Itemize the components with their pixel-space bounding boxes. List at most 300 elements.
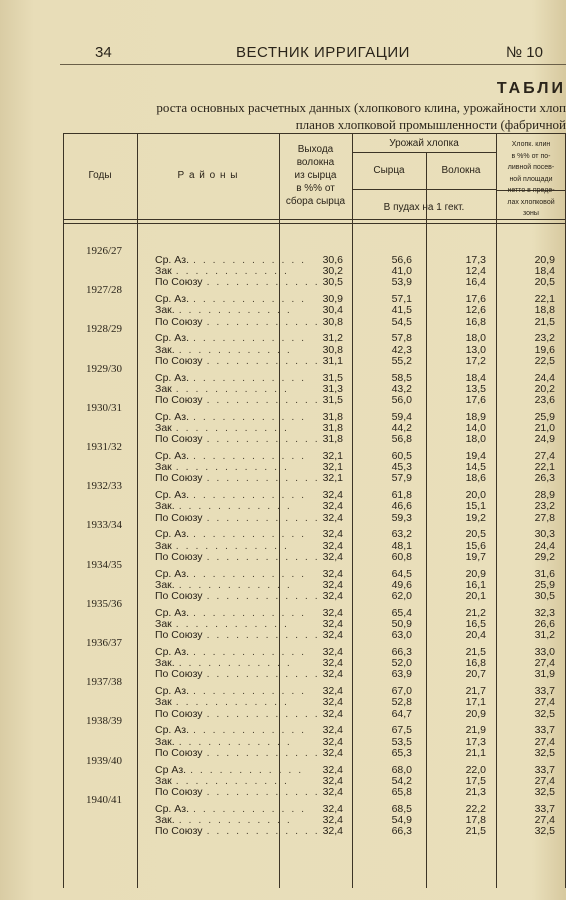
share-line-7: зоны <box>523 210 539 217</box>
output-cell: 32,4 <box>322 550 343 563</box>
output-cell: 32,4 <box>322 802 343 815</box>
fiber-cell: 22,2 <box>465 802 486 815</box>
table-row <box>0 383 566 395</box>
output-cell: 30,8 <box>322 343 343 356</box>
fiber-cell: 20,9 <box>465 707 486 720</box>
output-cell: 30,6 <box>322 254 343 266</box>
share-cell: 19,6 <box>534 343 555 356</box>
share-cell: 21,0 <box>534 422 555 434</box>
output-cell: 32,4 <box>322 539 343 552</box>
leader-dots: . . . . . . . . . . . . <box>175 774 289 787</box>
raw-cell: 53,5 <box>391 735 412 748</box>
units-rule <box>352 189 496 190</box>
fiber-cell: 17,5 <box>465 774 486 787</box>
raw-cell: 49,6 <box>391 578 412 591</box>
col-header-regions: Р а й о н ы <box>177 170 239 181</box>
year-label: 1940/41 <box>85 793 123 806</box>
share-cell: 31,6 <box>534 567 555 580</box>
output-cell: 32,4 <box>322 746 343 759</box>
leader-dots: . . . . . . . . . . . . <box>193 410 307 423</box>
share-cell: 32,5 <box>534 707 555 720</box>
fiber-cell: 20,7 <box>465 668 486 681</box>
share-cell: 33,0 <box>534 646 555 658</box>
leader-dots: . . . . . . . . . . . . <box>175 422 289 434</box>
leader-dots: . . . . . . . . . . . . <box>175 696 289 709</box>
leader-dots: . . . . . . . . . . . . <box>175 382 289 395</box>
share-cell: 20,9 <box>534 254 555 266</box>
leader-dots: . . . . . . . . . . . . <box>193 646 307 658</box>
year-label: 1932/33 <box>85 480 123 493</box>
region-cell: Зак <box>155 265 172 278</box>
leader-dots: . . . . . . . . . . . . <box>206 394 320 406</box>
header-bottom-rule-2 <box>63 223 566 224</box>
share-cell: 18,4 <box>534 265 555 278</box>
fiber-cell: 16,8 <box>465 315 486 328</box>
col-header-fiber: Волокна <box>441 165 481 176</box>
share-cell: 33,7 <box>534 763 555 776</box>
leader-dots: . . . . . . . . . . . . <box>193 371 307 384</box>
table-row <box>0 568 566 580</box>
output-cell: 31,2 <box>322 332 343 345</box>
leader-dots: . . . . . . . . . . . . <box>175 539 289 552</box>
output-cell: 32,4 <box>322 618 343 630</box>
output-cell: 32,4 <box>322 646 343 658</box>
region-cell: Ср Аз. <box>155 763 187 776</box>
table-row <box>0 618 566 630</box>
leader-dots: . . . . . . . . . . . . <box>178 735 292 748</box>
share-cell: 25,9 <box>534 578 555 591</box>
share-cell: 27,4 <box>534 814 555 826</box>
region-cell: Зак. <box>155 657 175 670</box>
raw-cell: 64,7 <box>391 707 412 720</box>
table-row <box>0 254 566 266</box>
output-line-1: Выхода <box>297 144 334 155</box>
output-cell: 32,4 <box>322 685 343 698</box>
leader-dots: . . . . . . . . . . . . <box>178 343 292 356</box>
fiber-cell: 21,7 <box>465 685 486 698</box>
region-cell: По Союзу <box>155 472 203 485</box>
col-header-share <box>496 139 566 220</box>
output-cell: 32,4 <box>322 500 343 513</box>
share-cell: 32,3 <box>534 606 555 619</box>
table-row <box>0 461 566 473</box>
raw-cell: 41,5 <box>391 304 412 317</box>
output-cell: 32,1 <box>322 450 343 462</box>
leader-dots: . . . . . . . . . . . . <box>193 254 307 266</box>
region-cell: Ср. Аз. <box>155 489 189 502</box>
fiber-cell: 16,8 <box>465 657 486 670</box>
leader-dots: . . . . . . . . . . . . <box>206 550 320 563</box>
leader-dots: . . . . . . . . . . . . <box>206 746 320 759</box>
raw-cell: 60,8 <box>391 550 412 563</box>
leader-dots: . . . . . . . . . . . . <box>178 657 292 670</box>
page-header <box>0 44 566 66</box>
raw-cell: 64,5 <box>391 567 412 580</box>
raw-cell: 48,1 <box>391 539 412 552</box>
fiber-cell: 17,8 <box>465 814 486 826</box>
fiber-cell: 12,4 <box>465 265 486 278</box>
leader-dots: . . . . . . . . . . . . <box>206 433 320 446</box>
year-label: 1927/28 <box>85 284 123 297</box>
table-row <box>0 450 566 462</box>
leader-dots: . . . . . . . . . . . . <box>190 763 304 776</box>
raw-cell: 63,9 <box>391 668 412 681</box>
output-cell: 32,4 <box>322 814 343 826</box>
leader-dots: . . . . . . . . . . . . <box>193 293 307 306</box>
raw-cell: 67,0 <box>391 685 412 698</box>
leader-dots: . . . . . . . . . . . . <box>206 590 320 602</box>
region-cell: Зак <box>155 461 172 474</box>
table-row <box>0 411 566 423</box>
raw-cell: 56,0 <box>391 394 412 406</box>
raw-cell: 65,8 <box>391 786 412 798</box>
year-label: 1936/37 <box>85 637 123 649</box>
share-cell: 32,5 <box>534 786 555 798</box>
share-line-6: лах хлопковой <box>507 198 555 206</box>
raw-cell: 43,2 <box>391 382 412 395</box>
table-subtitle-line2: планов хлопковой промышленности (фабричной <box>295 117 566 132</box>
leader-dots: . . . . . . . . . . . . <box>193 489 307 502</box>
share-cell: 30,5 <box>534 590 555 602</box>
share-cell: 25,9 <box>534 410 555 423</box>
fiber-cell: 17,3 <box>465 254 486 266</box>
region-cell: По Союзу <box>155 550 203 563</box>
raw-cell: 54,5 <box>391 315 412 328</box>
raw-cell: 67,5 <box>391 724 412 737</box>
fiber-cell: 13,5 <box>465 382 486 395</box>
output-cell: 32,4 <box>322 606 343 619</box>
fiber-cell: 21,5 <box>465 646 486 658</box>
leader-dots: . . . . . . . . . . . . <box>206 825 320 838</box>
fiber-cell: 17,3 <box>465 735 486 748</box>
table-row <box>0 803 566 815</box>
output-cell: 32,4 <box>322 786 343 798</box>
table-row <box>0 657 566 669</box>
fiber-cell: 22,0 <box>465 763 486 776</box>
fiber-cell: 19,7 <box>465 550 486 563</box>
region-cell: Зак. <box>155 343 175 356</box>
leader-dots: . . . . . . . . . . . . <box>206 511 320 524</box>
region-cell: Зак <box>155 696 172 709</box>
share-line-1: Хлопк. клин <box>511 141 551 148</box>
leader-dots: . . . . . . . . . . . . <box>206 668 320 681</box>
share-cell: 27,8 <box>534 511 555 524</box>
region-cell: По Союзу <box>155 707 203 720</box>
table-row <box>0 304 566 316</box>
raw-cell: 45,3 <box>391 461 412 474</box>
raw-cell: 56,6 <box>391 254 412 266</box>
col-header-harvest: Урожай хлопка <box>389 138 459 149</box>
region-cell: По Союзу <box>155 276 203 289</box>
share-line-5: нетто в преде- <box>507 187 555 194</box>
region-cell: По Союзу <box>155 825 203 838</box>
fiber-cell: 15,1 <box>465 500 486 513</box>
leader-dots: . . . . . . . . . . . . <box>206 629 320 642</box>
harvest-rule <box>352 152 496 153</box>
region-cell: Ср. Аз. <box>155 606 189 619</box>
leader-dots: . . . . . . . . . . . . <box>193 528 307 541</box>
region-cell: Ср. Аз. <box>155 724 189 737</box>
share-cell: 26,3 <box>534 472 555 485</box>
leader-dots: . . . . . . . . . . . . <box>193 685 307 698</box>
raw-cell: 68,5 <box>391 802 412 815</box>
region-cell: Ср. Аз. <box>155 685 189 698</box>
col-header-output <box>279 143 352 208</box>
raw-cell: 66,3 <box>391 646 412 658</box>
year-label: 1928/29 <box>85 323 123 336</box>
region-cell: Ср. Аз. <box>155 646 189 658</box>
share-cell: 18,8 <box>534 304 555 317</box>
leader-dots: . . . . . . . . . . . . <box>206 707 320 720</box>
region-cell: По Союзу <box>155 629 203 642</box>
region-cell: Зак <box>155 539 172 552</box>
leader-dots: . . . . . . . . . . . . <box>206 786 320 798</box>
table-row <box>0 372 566 384</box>
output-cell: 32,4 <box>322 629 343 642</box>
raw-cell: 52,8 <box>391 696 412 709</box>
fiber-cell: 20,9 <box>465 567 486 580</box>
leader-dots: . . . . . . . . . . . . <box>193 450 307 462</box>
leader-dots: . . . . . . . . . . . . <box>178 304 292 317</box>
share-cell: 22,5 <box>534 354 555 367</box>
header-bottom-rule <box>63 219 566 220</box>
table-row <box>0 293 566 305</box>
year-label: 1929/30 <box>85 362 123 375</box>
region-cell: По Союзу <box>155 354 203 367</box>
fiber-cell: 20,4 <box>465 629 486 642</box>
leader-dots: . . . . . . . . . . . . <box>193 802 307 815</box>
fiber-cell: 19,4 <box>465 450 486 462</box>
col-header-raw: Сырца <box>373 165 405 176</box>
fiber-cell: 17,6 <box>465 293 486 306</box>
output-cell: 30,9 <box>322 293 343 306</box>
region-cell: По Союзу <box>155 394 203 406</box>
journal-title: ВЕСТНИК ИРРИГАЦИИ <box>236 44 410 61</box>
leader-dots: . . . . . . . . . . . . <box>206 472 320 485</box>
raw-cell: 59,4 <box>391 410 412 423</box>
table-subtitle-line1: роста основных расчетных данных (хлопкового клина, урожайности хлоп <box>156 100 566 115</box>
region-cell: По Союзу <box>155 746 203 759</box>
output-cell: 32,4 <box>322 567 343 580</box>
leader-dots: . . . . . . . . . . . . <box>175 265 289 278</box>
region-cell: По Союзу <box>155 590 203 602</box>
share-cell: 27,4 <box>534 735 555 748</box>
share-cell: 33,7 <box>534 724 555 737</box>
raw-cell: 55,2 <box>391 354 412 367</box>
output-cell: 32,4 <box>322 528 343 541</box>
fiber-cell: 18,6 <box>465 472 486 485</box>
leader-dots: . . . . . . . . . . . . <box>178 578 292 591</box>
output-cell: 32,4 <box>322 511 343 524</box>
region-cell: Зак. <box>155 500 175 513</box>
table-row <box>0 344 566 356</box>
table-title: ТАБЛИ <box>496 80 566 97</box>
output-cell: 30,5 <box>322 276 343 289</box>
output-cell: 32,1 <box>322 472 343 485</box>
raw-cell: 65,4 <box>391 606 412 619</box>
year-label: 1933/34 <box>85 519 123 532</box>
table-row <box>0 500 566 512</box>
fiber-cell: 16,5 <box>465 618 486 630</box>
share-cell: 24,9 <box>534 433 555 446</box>
region-cell: Ср. Аз. <box>155 450 189 462</box>
raw-cell: 61,8 <box>391 489 412 502</box>
output-cell: 31,5 <box>322 394 343 406</box>
share-cell: 24,4 <box>534 371 555 384</box>
output-cell: 32,4 <box>322 590 343 602</box>
share-cell: 21,5 <box>534 315 555 328</box>
raw-cell: 42,3 <box>391 343 412 356</box>
region-cell: По Союзу <box>155 315 203 328</box>
region-cell: Ср. Аз. <box>155 332 189 345</box>
region-cell: Зак. <box>155 578 175 591</box>
raw-cell: 63,2 <box>391 528 412 541</box>
table-row <box>0 607 566 619</box>
leader-dots: . . . . . . . . . . . . <box>206 354 320 367</box>
region-cell: Зак <box>155 422 172 434</box>
output-line-4: в %% от <box>296 183 335 194</box>
share-cell: 27,4 <box>534 657 555 670</box>
leader-dots: . . . . . . . . . . . . <box>193 724 307 737</box>
region-cell: По Союзу <box>155 511 203 524</box>
table-row <box>0 685 566 697</box>
fiber-cell: 20,1 <box>465 590 486 602</box>
region-cell: Зак. <box>155 304 175 317</box>
raw-cell: 56,8 <box>391 433 412 446</box>
year-label: 1934/35 <box>85 558 123 571</box>
region-cell: Ср. Аз. <box>155 254 189 266</box>
table-row <box>0 332 566 344</box>
output-cell: 32,4 <box>322 735 343 748</box>
year-label: 1926/27 <box>85 245 123 257</box>
region-cell: Зак <box>155 382 172 395</box>
table-row <box>0 579 566 591</box>
share-cell: 33,7 <box>534 685 555 698</box>
region-cell: Ср. Аз. <box>155 371 189 384</box>
fiber-cell: 21,5 <box>465 825 486 838</box>
region-cell: По Союзу <box>155 786 203 798</box>
table-row <box>0 825 566 837</box>
table-row <box>0 814 566 826</box>
share-cell: 23,6 <box>534 394 555 406</box>
fiber-cell: 13,0 <box>465 343 486 356</box>
region-cell: Зак. <box>155 814 175 826</box>
share-cell: 27,4 <box>534 450 555 462</box>
table-row <box>0 696 566 708</box>
raw-cell: 44,2 <box>391 422 412 434</box>
raw-cell: 50,9 <box>391 618 412 630</box>
fiber-cell: 21,2 <box>465 606 486 619</box>
page-number: 34 <box>95 44 112 61</box>
table-row <box>0 528 566 540</box>
fiber-cell: 16,4 <box>465 276 486 289</box>
output-line-5: сбора сырца <box>285 196 346 207</box>
leader-dots: . . . . . . . . . . . . <box>175 461 289 474</box>
share-cell: 29,2 <box>534 550 555 563</box>
share-cell: 32,5 <box>534 746 555 759</box>
fiber-cell: 17,1 <box>465 696 486 709</box>
fiber-cell: 14,5 <box>465 461 486 474</box>
share-cell: 33,7 <box>534 802 555 815</box>
share-cell: 28,9 <box>534 489 555 502</box>
raw-cell: 63,0 <box>391 629 412 642</box>
share-cell: 30,3 <box>534 528 555 541</box>
share-cell: 27,4 <box>534 696 555 709</box>
raw-cell: 62,0 <box>391 590 412 602</box>
share-cell: 20,2 <box>534 382 555 395</box>
share-line-4: ной площади <box>509 175 553 183</box>
output-cell: 30,2 <box>322 265 343 278</box>
raw-cell: 54,2 <box>391 774 412 787</box>
year-label: 1931/32 <box>85 441 123 453</box>
fiber-cell: 14,0 <box>465 422 486 434</box>
leader-dots: . . . . . . . . . . . . <box>193 332 307 345</box>
output-cell: 31,3 <box>322 382 343 395</box>
output-cell: 32,4 <box>322 668 343 681</box>
output-cell: 32,4 <box>322 774 343 787</box>
output-cell: 32,4 <box>322 763 343 776</box>
output-cell: 31,5 <box>322 371 343 384</box>
share-cell: 20,5 <box>534 276 555 289</box>
table-row <box>0 422 566 434</box>
raw-cell: 59,3 <box>391 511 412 524</box>
share-cell: 22,1 <box>534 461 555 474</box>
raw-cell: 65,3 <box>391 746 412 759</box>
share-cell: 23,2 <box>534 332 555 345</box>
region-cell: По Союзу <box>155 433 203 446</box>
fiber-cell: 20,0 <box>465 489 486 502</box>
share-cell: 27,4 <box>534 774 555 787</box>
raw-cell: 41,0 <box>391 265 412 278</box>
output-cell: 31,1 <box>322 354 343 367</box>
fiber-cell: 18,0 <box>465 332 486 345</box>
region-cell: По Союзу <box>155 668 203 681</box>
region-cell: Ср. Аз. <box>155 293 189 306</box>
raw-cell: 53,9 <box>391 276 412 289</box>
table-row <box>0 540 566 552</box>
output-cell: 32,4 <box>322 724 343 737</box>
year-label: 1935/36 <box>85 597 123 610</box>
region-cell: Ср. Аз. <box>155 567 189 580</box>
share-cell: 31,2 <box>534 629 555 642</box>
share-cell: 23,2 <box>534 500 555 513</box>
region-cell: Ср. Аз. <box>155 528 189 541</box>
header-rule <box>60 64 566 65</box>
fiber-cell: 21,9 <box>465 724 486 737</box>
leader-dots: . . . . . . . . . . . . <box>193 606 307 619</box>
output-cell: 31,8 <box>322 433 343 446</box>
year-label: 1937/38 <box>85 676 123 689</box>
fiber-cell: 20,5 <box>465 528 486 541</box>
output-cell: 32,4 <box>322 657 343 670</box>
fiber-cell: 18,9 <box>465 410 486 423</box>
fiber-cell: 12,6 <box>465 304 486 317</box>
fiber-cell: 18,4 <box>465 371 486 384</box>
region-cell: Ср. Аз. <box>155 802 189 815</box>
share-cell: 26,6 <box>534 618 555 630</box>
share-cell: 22,1 <box>534 293 555 306</box>
region-cell: Ср. Аз. <box>155 410 189 423</box>
table-row <box>0 489 566 501</box>
col-header-units: В пудах на 1 гект. <box>383 202 465 213</box>
output-cell: 31,8 <box>322 410 343 423</box>
fiber-cell: 17,2 <box>465 354 486 367</box>
raw-cell: 57,1 <box>391 293 412 306</box>
raw-cell: 57,8 <box>391 332 412 345</box>
output-cell: 32,4 <box>322 489 343 502</box>
raw-cell: 58,5 <box>391 371 412 384</box>
region-cell: Зак. <box>155 735 175 748</box>
